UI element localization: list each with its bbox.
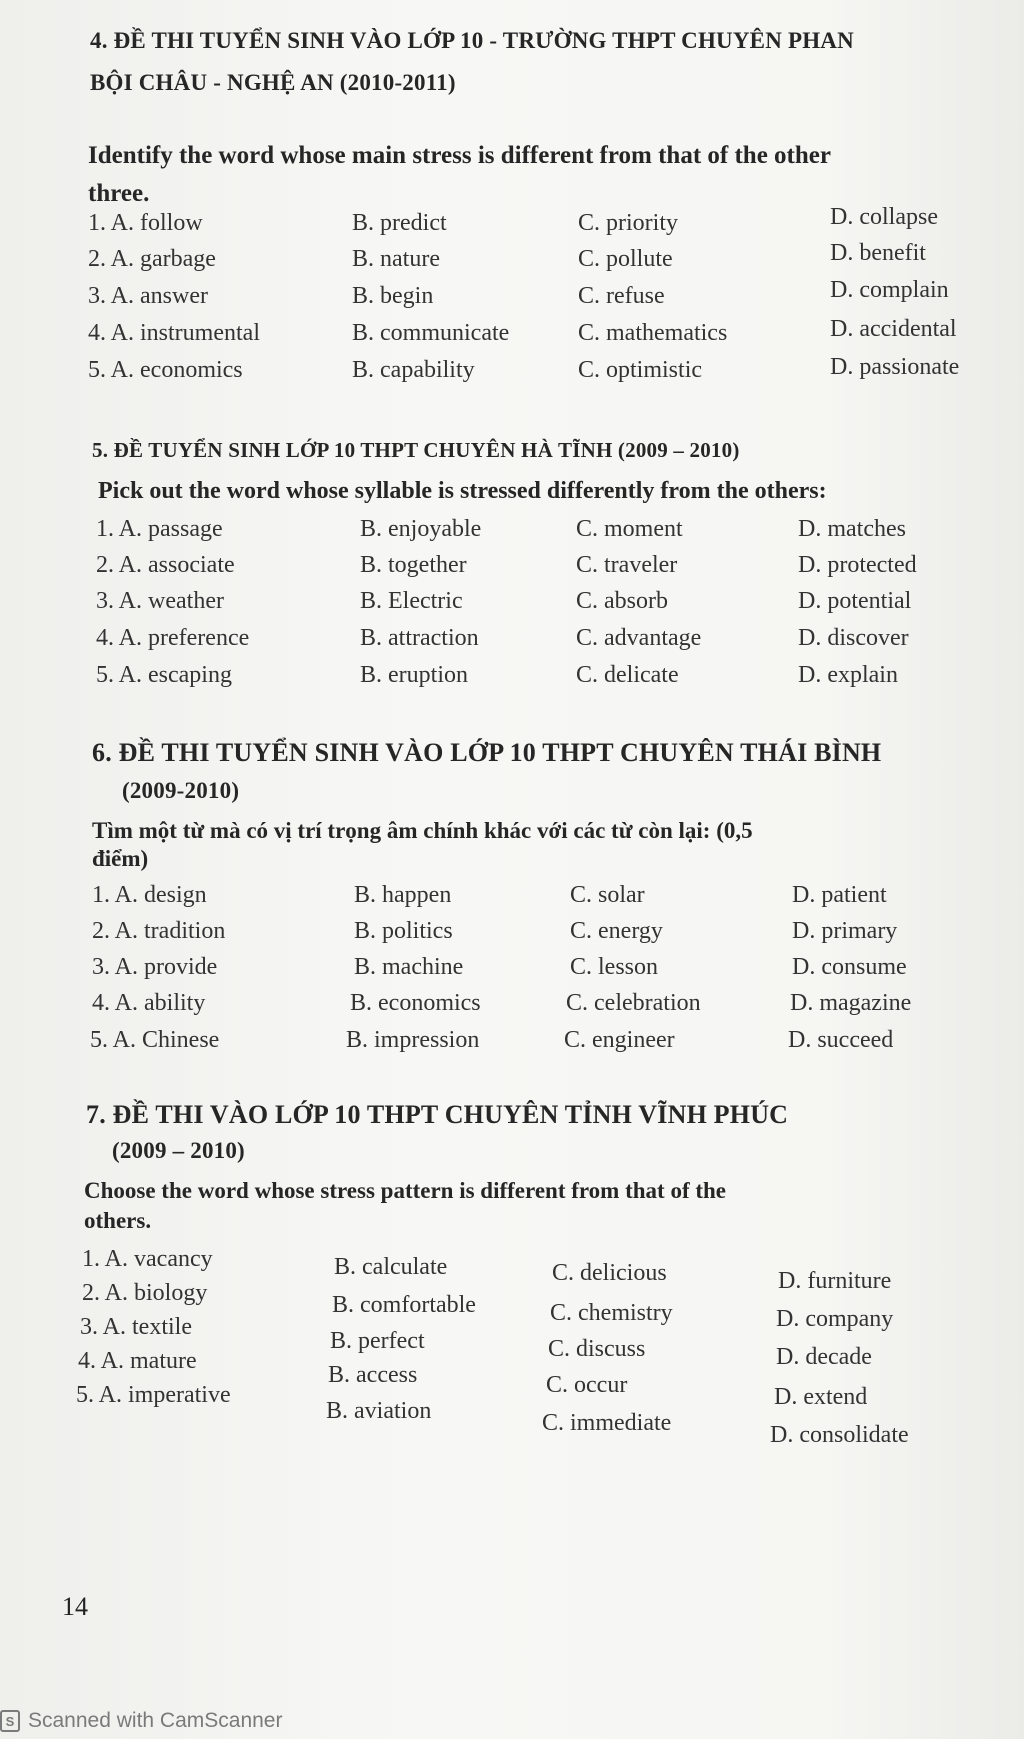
option-c: C. mathematics: [578, 320, 728, 346]
option-d: D. potential: [798, 588, 912, 614]
option-a: 3. A. provide: [92, 954, 218, 980]
option-d: D. company: [776, 1306, 894, 1332]
option-b: B. Electric: [360, 588, 463, 614]
option-a: 2. A. garbage: [88, 246, 216, 272]
option-b: B. calculate: [334, 1254, 448, 1280]
option-c: C. chemistry: [550, 1300, 673, 1326]
section-instruction-continued: three.: [88, 180, 150, 207]
section-instruction: Identify the word whose main stress is different from that of the other: [88, 142, 831, 169]
option-b: B. economics: [350, 990, 481, 1016]
option-c: C. celebration: [566, 990, 701, 1016]
section-title-continued: (2009-2010): [122, 778, 240, 803]
option-c: C. moment: [576, 516, 683, 542]
option-d: D. accidental: [830, 316, 957, 342]
scanner-watermark: [0, 1708, 282, 1734]
option-d: D. passionate: [830, 354, 960, 380]
option-d: D. extend: [774, 1384, 868, 1410]
option-b: B. happen: [354, 882, 452, 908]
option-d: D. discover: [798, 625, 909, 651]
camscanner-icon: S: [0, 1710, 20, 1732]
option-c: C. traveler: [576, 552, 678, 578]
section-title-continued: (2009 – 2010): [112, 1138, 245, 1163]
section-title: 5. ĐỀ TUYỂN SINH LỚP 10 THPT CHUYÊN HÀ TĨNH (2009 – 2010): [92, 438, 740, 462]
option-a: 3. A. answer: [88, 283, 208, 309]
option-a: 3. A. weather: [96, 588, 224, 614]
option-b: B. together: [360, 552, 467, 578]
option-c: C. solar: [570, 882, 645, 908]
option-b: B. attraction: [360, 625, 479, 651]
section-title: 7. ĐỀ THI VÀO LỚP 10 THPT CHUYÊN TỈNH VĨNH PHÚC: [86, 1100, 789, 1129]
option-a: 1. A. vacancy: [82, 1246, 213, 1272]
option-d: D. benefit: [830, 240, 926, 266]
option-d: D. matches: [798, 516, 906, 542]
option-c: C. absorb: [576, 588, 668, 614]
option-b: B. politics: [354, 918, 453, 944]
option-d: D. patient: [792, 882, 887, 908]
option-a: 2. A. biology: [82, 1280, 208, 1306]
option-a: 1. A. passage: [96, 516, 223, 542]
option-d: D. consume: [792, 954, 907, 980]
option-c: C. discuss: [548, 1336, 646, 1362]
option-d: D. complain: [830, 277, 949, 303]
option-d: D. consolidate: [770, 1422, 909, 1448]
option-b: B. capability: [352, 357, 475, 383]
option-c: C. occur: [546, 1372, 628, 1398]
section-instruction-continued: điểm): [92, 846, 149, 871]
option-d: D. succeed: [788, 1027, 894, 1053]
section-instruction: Choose the word whose stress pattern is different from that of the: [84, 1178, 727, 1203]
option-c: C. immediate: [542, 1410, 672, 1436]
option-a: 5. A. economics: [88, 357, 243, 383]
option-c: C. engineer: [564, 1027, 675, 1053]
option-c: C. delicious: [552, 1260, 667, 1286]
option-b: B. comfortable: [332, 1292, 476, 1318]
option-a: 5. A. imperative: [76, 1382, 231, 1408]
option-c: C. energy: [570, 918, 663, 944]
option-a: 5. A. escaping: [96, 662, 232, 688]
option-b: B. impression: [346, 1027, 480, 1053]
option-d: D. collapse: [830, 204, 938, 230]
option-c: C. advantage: [576, 625, 702, 651]
section-title: 6. ĐỀ THI TUYỂN SINH VÀO LỚP 10 THPT CHUYÊN THÁI BÌNH: [92, 738, 882, 767]
section-instruction: Pick out the word whose syllable is stressed differently from the others:: [98, 478, 827, 504]
option-d: D. decade: [776, 1344, 872, 1370]
option-b: B. perfect: [330, 1328, 425, 1354]
option-c: C. pollute: [578, 246, 673, 272]
option-b: B. eruption: [360, 662, 468, 688]
option-b: B. aviation: [326, 1398, 432, 1424]
option-d: D. protected: [798, 552, 917, 578]
option-d: D. furniture: [778, 1268, 892, 1294]
section-title-continued: BỘI CHÂU - NGHỆ AN (2010-2011): [90, 70, 456, 95]
option-c: C. delicate: [576, 662, 679, 688]
option-a: 4. A. mature: [78, 1348, 197, 1374]
scanner-watermark-text: Scanned with CamScanner: [28, 1709, 283, 1732]
option-a: 1. A. design: [92, 882, 207, 908]
section-instruction: Tìm một từ mà có vị trí trọng âm chính khác với các từ còn lại: (0,5: [92, 818, 753, 843]
option-d: D. explain: [798, 662, 898, 688]
option-b: B. predict: [352, 210, 447, 236]
option-b: B. machine: [354, 954, 464, 980]
option-b: B. enjoyable: [360, 516, 482, 542]
option-d: D. magazine: [790, 990, 912, 1016]
page-number: 14: [62, 1592, 88, 1621]
option-b: B. communicate: [352, 320, 510, 346]
option-a: 2. A. associate: [96, 552, 235, 578]
option-a: 4. A. ability: [92, 990, 206, 1016]
option-a: 3. A. textile: [80, 1314, 192, 1340]
section-title: 4. ĐỀ THI TUYỂN SINH VÀO LỚP 10 - TRƯỜNG THPT CHUYÊN PHAN: [90, 28, 854, 53]
option-b: B. begin: [352, 283, 434, 309]
option-b: B. nature: [352, 246, 440, 272]
option-b: B. access: [328, 1362, 418, 1388]
option-d: D. primary: [792, 918, 898, 944]
option-a: 2. A. tradition: [92, 918, 226, 944]
option-a: 5. A. Chinese: [90, 1027, 220, 1053]
option-c: C. lesson: [570, 954, 659, 980]
option-c: C. refuse: [578, 283, 665, 309]
option-c: C. priority: [578, 210, 678, 236]
option-c: C. optimistic: [578, 357, 703, 383]
option-a: 1. A. follow: [88, 210, 203, 236]
option-a: 4. A. instrumental: [88, 320, 260, 346]
section-instruction-continued: others.: [84, 1208, 152, 1233]
option-a: 4. A. preference: [96, 625, 250, 651]
